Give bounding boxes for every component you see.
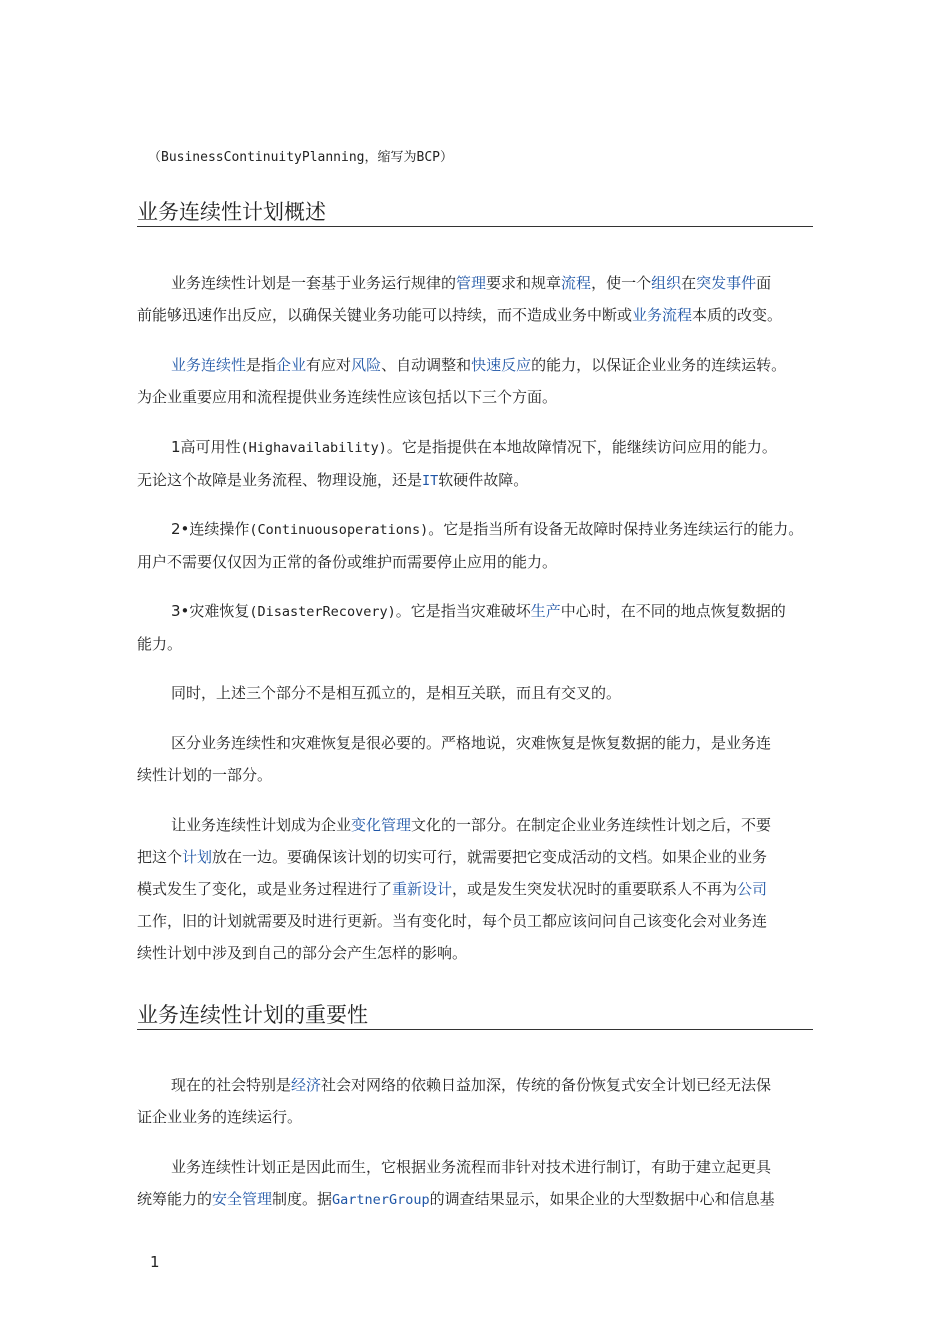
paragraph-line: 续性计划的一部分。 bbox=[137, 766, 273, 784]
section-heading-overview: 业务连续性计划概述 bbox=[137, 198, 813, 227]
paragraph-line: 让业务连续性计划成为企业变化管理文化的一部分。在制定企业业务连续性计划之后，不要 bbox=[171, 816, 772, 834]
paragraph-line: 区分业务连续性和灾难恢复是很必要的。严格地说，灾难恢复是恢复数据的能力，是业务连 bbox=[171, 734, 772, 752]
paragraph-line: 把这个计划放在一边。要确保该计划的切实可行，就需要把它变成活动的文档。如果企业的业务 bbox=[137, 848, 768, 866]
paragraph-line: 前能够迅速作出反应，以确保关键业务功能可以持续，而不造成业务中断或业务流程本质的改变。 bbox=[137, 306, 783, 324]
paragraph-line: 现在的社会特别是经济社会对网络的依赖日益加深，传统的备份恢复式安全计划已经无法保 bbox=[171, 1076, 772, 1094]
paragraph-distinction bbox=[137, 727, 813, 791]
link-quick-response[interactable]: 快速反应 bbox=[471, 356, 532, 374]
paragraph-line: 业务连续性计划是一套基于业务运行规律的管理要求和规章流程，使一个组织在突发事件面 bbox=[171, 274, 772, 292]
paragraph-line: 工作，旧的计划就需要及时进行更新。当有变化时，每个员工都应该问问自己该变化会对业务连 bbox=[137, 912, 768, 930]
page-number: 1 bbox=[150, 1253, 160, 1271]
paragraph-line: 无论这个故障是业务流程、物理设施，还是IT软硬件故障。 bbox=[137, 471, 529, 489]
link-risk[interactable]: 风险 bbox=[351, 356, 382, 374]
link-organization[interactable]: 组织 bbox=[651, 274, 682, 292]
link-plan[interactable]: 计划 bbox=[182, 848, 213, 866]
link-redesign[interactable]: 重新设计 bbox=[392, 880, 453, 898]
paragraph-line: 统筹能力的安全管理制度。据GartnerGroup的调查结果显示，如果企业的大型数据中心和信息基 bbox=[137, 1190, 775, 1208]
paragraph-business-continuity bbox=[137, 349, 813, 413]
paragraph-interrelated bbox=[137, 677, 813, 709]
paragraph-network-dependency bbox=[137, 1069, 813, 1133]
paragraph-line: 能力。 bbox=[137, 635, 183, 653]
paragraph-line: 同时，上述三个部分不是相互孤立的，是相互关联，而且有交叉的。 bbox=[171, 684, 622, 702]
paragraph-line: 为企业重要应用和流程提供业务连续性应该包括以下三个方面。 bbox=[137, 388, 558, 406]
paragraph-line: 续性计划中涉及到自己的部分会产生怎样的影响。 bbox=[137, 944, 468, 962]
link-gartner-group[interactable]: GartnerGroup bbox=[332, 1192, 430, 1208]
link-business-continuity[interactable]: 业务连续性 bbox=[171, 356, 247, 374]
link-business-process[interactable]: 业务流程 bbox=[632, 306, 693, 324]
paragraph-high-availability bbox=[137, 431, 813, 497]
link-emergency[interactable]: 突发事件 bbox=[696, 274, 757, 292]
paragraph-line: 用户不需要仅仅因为正常的备份或维护而需要停止应用的能力。 bbox=[137, 553, 558, 571]
link-production[interactable]: 生产 bbox=[530, 602, 561, 620]
link-company[interactable]: 公司 bbox=[737, 880, 768, 898]
paragraph-change-management bbox=[137, 809, 813, 969]
section-heading-importance: 业务连续性计划的重要性 bbox=[137, 1001, 813, 1030]
paragraph-continuous-operations bbox=[137, 513, 813, 578]
paragraph-bcp-definition bbox=[137, 267, 813, 331]
link-enterprise[interactable]: 企业 bbox=[276, 356, 307, 374]
paragraph-line: 1高可用性(Highavailability)。它是指提供在本地故障情况下，能继续访问应用的能力。 bbox=[171, 438, 777, 456]
link-management[interactable]: 管理 bbox=[456, 274, 487, 292]
paragraph-line: 证企业业务的连续运行。 bbox=[137, 1108, 303, 1126]
paragraph-line: 业务连续性计划正是因此而生，它根据业务流程而非针对技术进行制订，有助于建立起更具 bbox=[171, 1158, 772, 1176]
paragraph-line: 业务连续性是指企业有应对风险、自动调整和快速反应的能力，以保证企业业务的连续运转。 bbox=[171, 356, 787, 374]
link-process[interactable]: 流程 bbox=[561, 274, 592, 292]
link-it[interactable]: IT bbox=[422, 473, 439, 489]
link-economy[interactable]: 经济 bbox=[291, 1076, 322, 1094]
link-security-management[interactable]: 安全管理 bbox=[212, 1190, 273, 1208]
document-subtitle: （BusinessContinuityPlanning，缩写为BCP） bbox=[148, 150, 453, 165]
link-change-management[interactable]: 变化管理 bbox=[351, 816, 412, 834]
paragraph-bcp-origin bbox=[137, 1151, 813, 1216]
paragraph-disaster-recovery bbox=[137, 595, 813, 660]
paragraph-line: 模式发生了变化，或是业务过程进行了重新设计，或是发生突发状况时的重要联系人不再为公司 bbox=[137, 880, 768, 898]
paragraph-line: 3•灾难恢复(DisasterRecovery)。它是指当灾难破坏生产中心时，在不同的地点恢复数据的 bbox=[171, 602, 786, 620]
paragraph-line: 2•连续操作(Continuousoperations)。它是指当所有设备无故障时保持业务连续运行的能力。 bbox=[171, 520, 804, 538]
